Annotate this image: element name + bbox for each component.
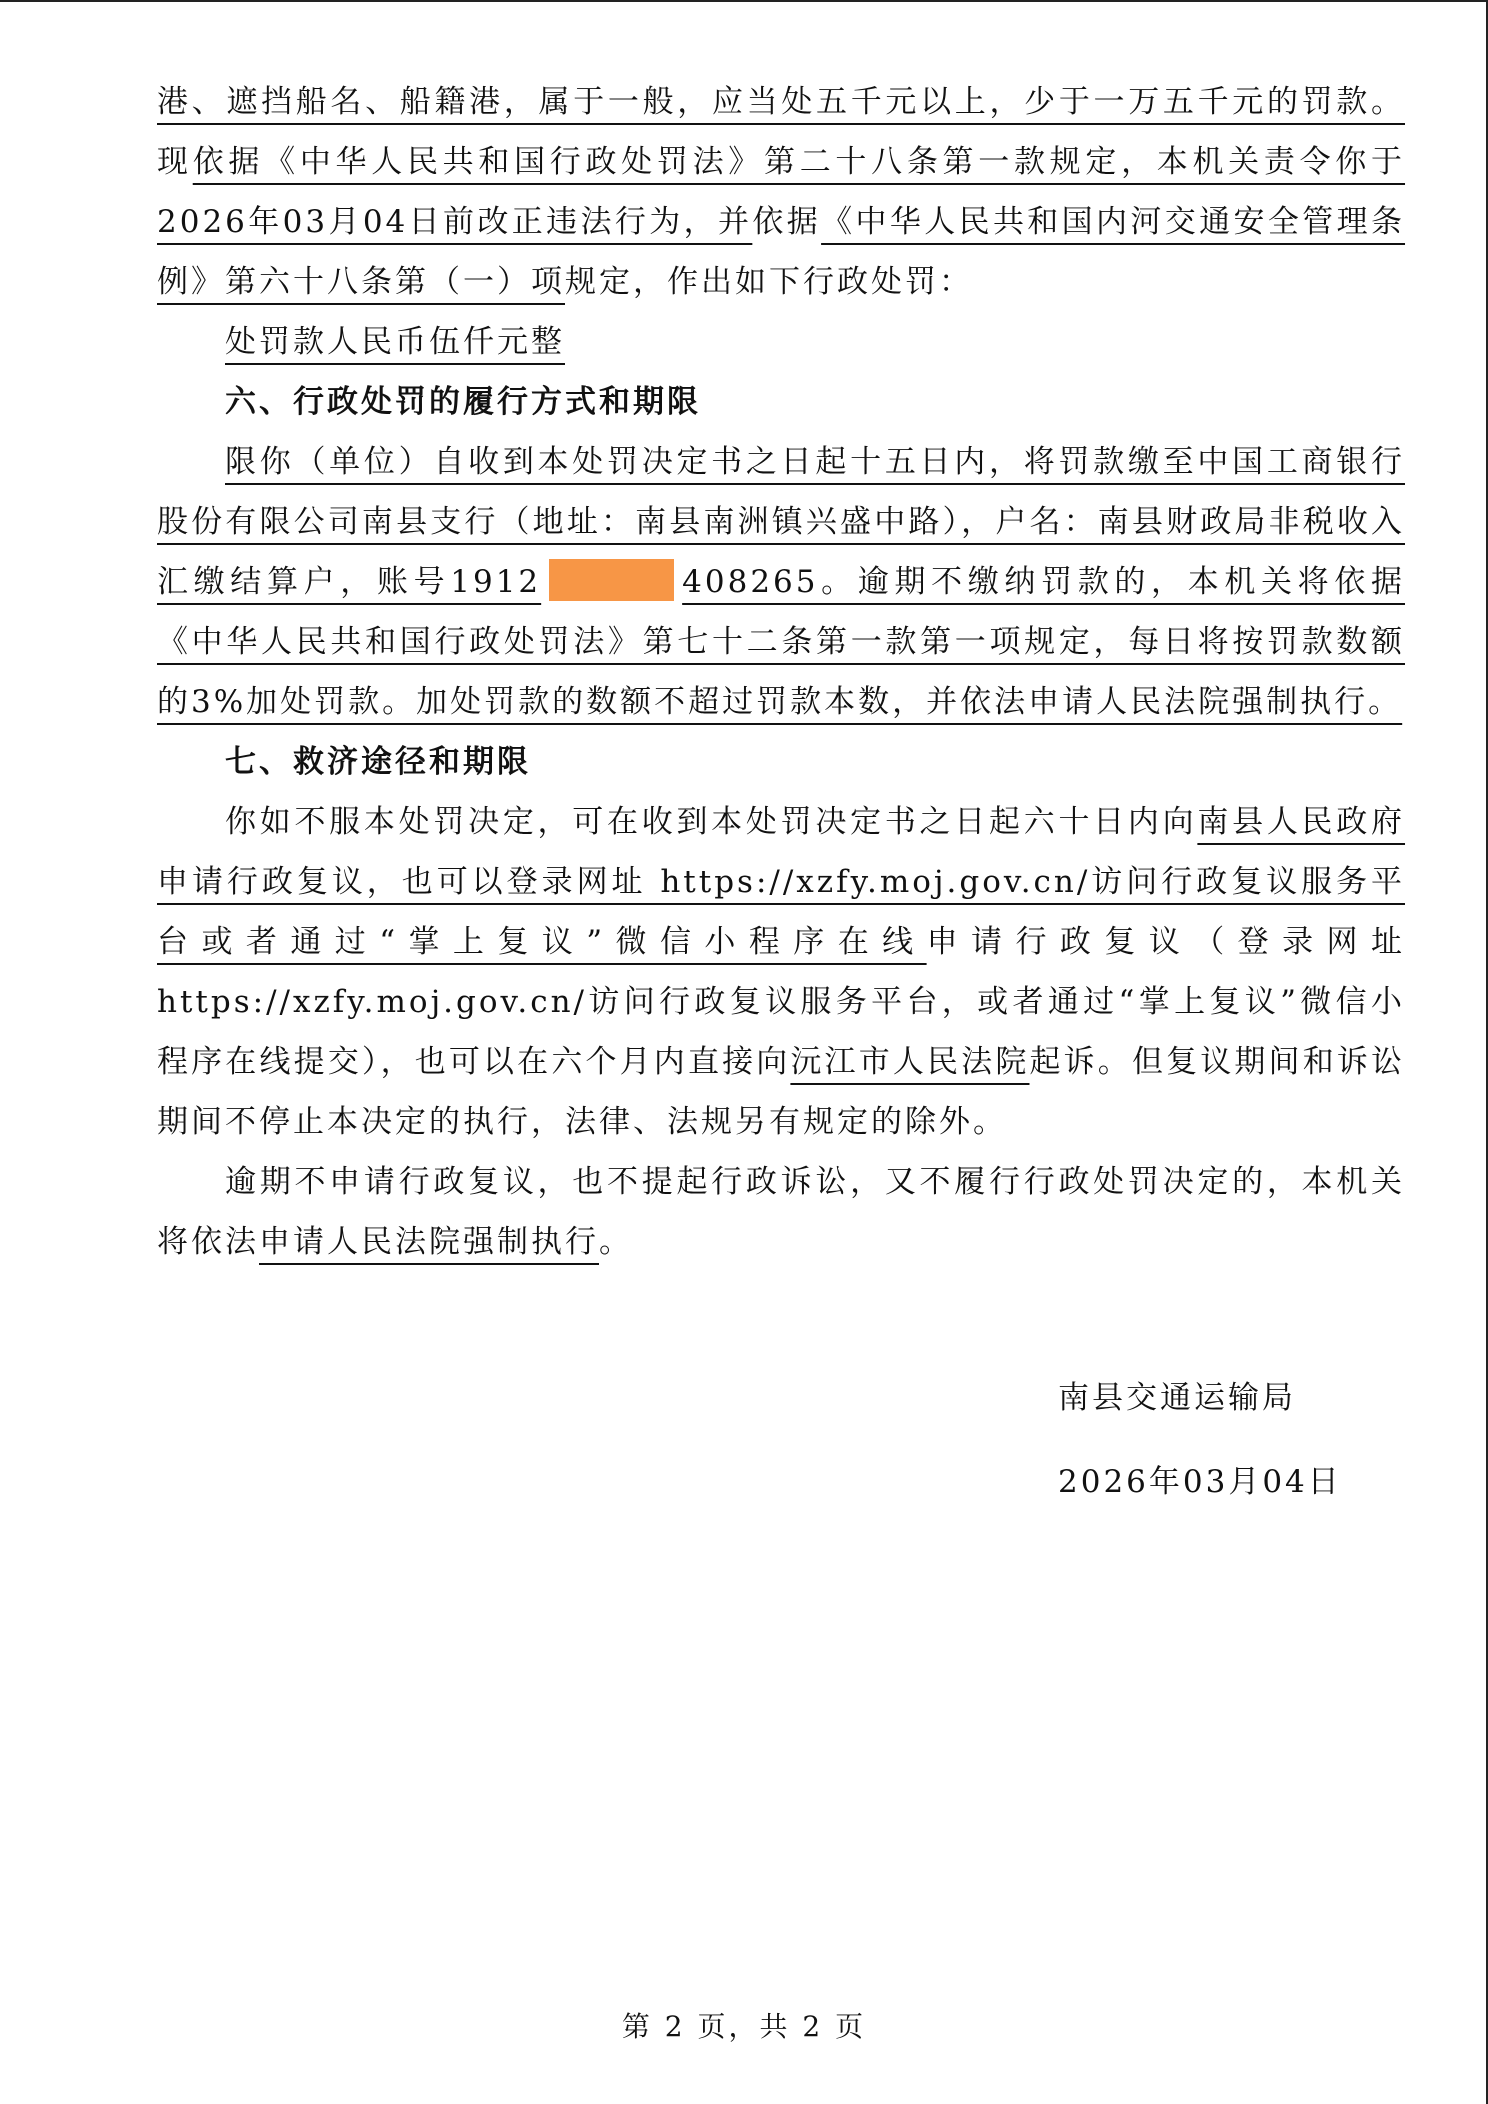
text-segment: 申请行政复议（登录网址 https://xzfy.moj.gov.cn/访问行政复议服务平台，或者通过“掌上复议”微信小程序在线提交），也可以在六个月内直接向 (157, 924, 1406, 1080)
text-segment: 限你（单位）自收到本处罚决定书之日起十五日内，将罚款缴至中国工商银行股份有限公司南县支行（地址：南县南洲镇兴盛中路），户名：南县财政局非税收入汇缴结算户，账号1912 (157, 444, 1405, 600)
text-segment: 依据《中华人民共和国行政处罚法》第二十八条第一款规定，本机关责令你于2026年03月04日前改正违法行为，并 (157, 144, 1406, 240)
text-segment: 你如不服本处罚决定，可在收到本处罚决定书之日起六十日内向 (225, 804, 1198, 840)
text-segment: 现 (157, 144, 193, 180)
section-seven-heading (157, 732, 1405, 792)
text-segment: 港、遮挡船名、船籍港，属于一般，应当处五千元以上，少于一万五千元的罚款。 (157, 84, 1405, 120)
heading-text: 六、行政处罚的履行方式和期限 (225, 384, 701, 420)
issuing-authority: 南县交通运输局 (1058, 1380, 1296, 1416)
text-segment: 处罚款人民币伍仟元整 (225, 324, 565, 360)
issue-date: 2026年03月04日 (1058, 1464, 1342, 1500)
paragraph-payment-terms (157, 432, 1405, 732)
text-segment: 规定，作出如下行政处罚： (565, 264, 973, 300)
document-body (157, 72, 1405, 1272)
text-segment: 408265。逾期不缴纳罚款的，本机关将依据《中华人民共和国行政处罚法》第七十二条第一款第一项规定，每日将按罚款数额的3%加处罚款。加处罚款的数额不超过罚款本数，并依法申请人民法院强制执行。 (157, 564, 1405, 720)
signature-block (1058, 1368, 1342, 1512)
paragraph-penalty-basis (157, 72, 1405, 312)
paragraph-penalty-amount (157, 312, 1405, 372)
text-segment: 《中华人民共和国内河交通安全管理条例》第六十八条第（一）项 (157, 204, 1406, 300)
paragraph-enforcement (157, 1152, 1405, 1272)
text-segment: 依据 (752, 204, 822, 240)
heading-text: 七、救济途径和期限 (225, 744, 531, 780)
text-segment: 申请人民法院强制执行 (259, 1224, 599, 1260)
section-six-heading (157, 372, 1405, 432)
text-segment: 南县人民政府申请行政复议，也可以登录网址 https://xzfy.moj.gov.cn/访问行政复议服务平台或者通过“掌上复议”微信小程序在线 (157, 804, 1406, 960)
text-segment: 沅江市人民法院 (790, 1044, 1030, 1080)
text-segment: 起诉。但复议期间和诉讼期间不停止本决定的执行，法律、法规另有规定的除外。 (157, 1044, 1406, 1140)
account-number-redaction (549, 559, 674, 601)
page-number: 第 2 页，共 2 页 (621, 2010, 867, 2043)
text-segment: 逾期不申请行政复议，也不提起行政诉讼，又不履行行政处罚决定的，本机关将依法 (157, 1164, 1405, 1260)
text-segment: 。 (599, 1224, 633, 1260)
paragraph-remedy-terms (157, 792, 1405, 1152)
page-top-border (0, 0, 1488, 2)
